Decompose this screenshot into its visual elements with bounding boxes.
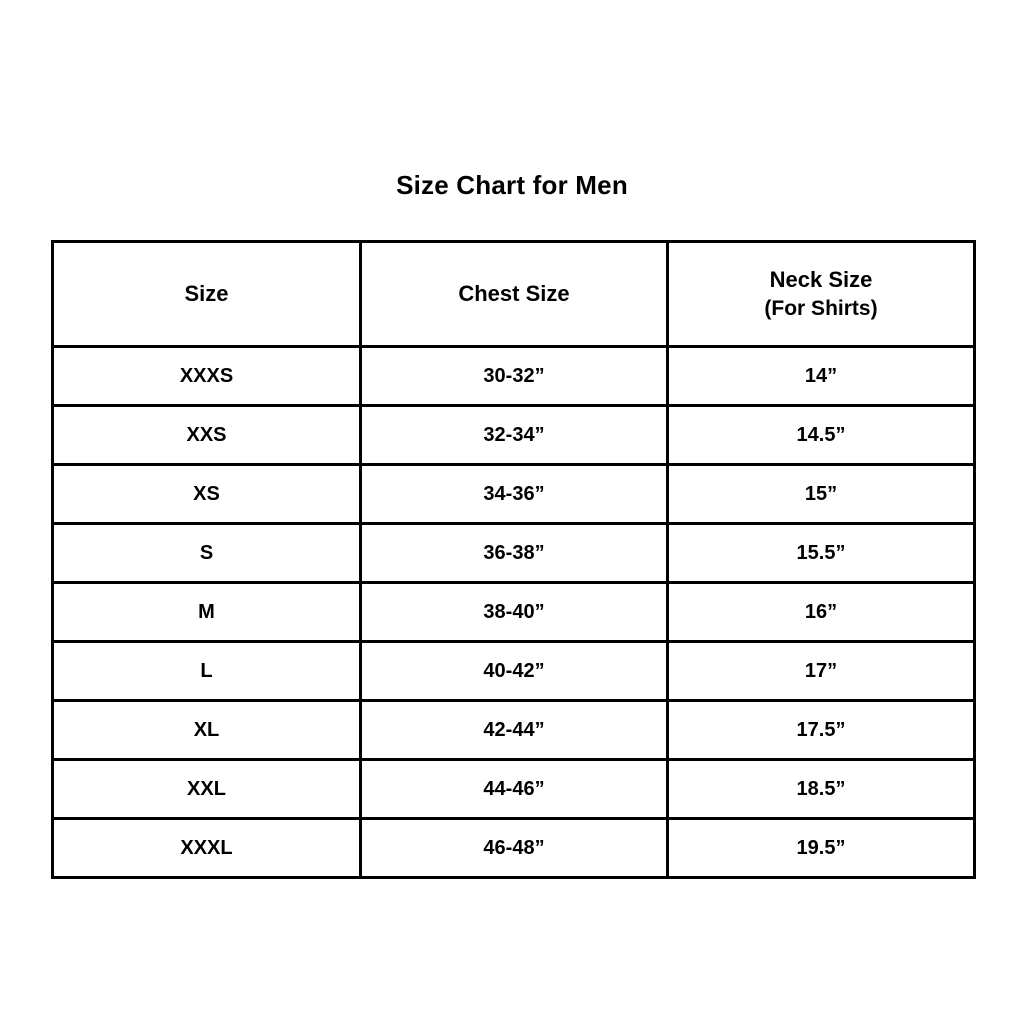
cell-neck: 18.5” bbox=[668, 760, 975, 819]
cell-size: XS bbox=[53, 465, 361, 524]
cell-neck: 14” bbox=[668, 347, 975, 406]
cell-size: XL bbox=[53, 701, 361, 760]
column-header-neck-size-sublabel: (For Shirts) bbox=[764, 296, 878, 320]
cell-chest: 46-48” bbox=[361, 819, 668, 878]
cell-neck: 17” bbox=[668, 642, 975, 701]
cell-neck: 19.5” bbox=[668, 819, 975, 878]
cell-chest: 32-34” bbox=[361, 406, 668, 465]
column-header-neck-size bbox=[668, 242, 975, 347]
cell-size: M bbox=[53, 583, 361, 642]
table-header-row bbox=[53, 242, 975, 347]
table-row bbox=[53, 819, 975, 878]
size-chart-table bbox=[51, 240, 976, 879]
cell-neck: 17.5” bbox=[668, 701, 975, 760]
table-row bbox=[53, 760, 975, 819]
table-row bbox=[53, 583, 975, 642]
table-row bbox=[53, 465, 975, 524]
cell-chest: 44-46” bbox=[361, 760, 668, 819]
table-row bbox=[53, 524, 975, 583]
cell-chest: 42-44” bbox=[361, 701, 668, 760]
cell-size: L bbox=[53, 642, 361, 701]
cell-chest: 36-38” bbox=[361, 524, 668, 583]
cell-size: XXL bbox=[53, 760, 361, 819]
table-row bbox=[53, 406, 975, 465]
size-chart-table-container bbox=[51, 240, 973, 879]
table-row bbox=[53, 642, 975, 701]
column-header-chest-size bbox=[361, 242, 668, 347]
cell-size: XXXL bbox=[53, 819, 361, 878]
column-header-neck-size-label: Neck Size bbox=[769, 267, 873, 293]
column-header-size-label: Size bbox=[184, 280, 229, 306]
table-header bbox=[53, 242, 975, 347]
cell-size: S bbox=[53, 524, 361, 583]
cell-chest: 34-36” bbox=[361, 465, 668, 524]
cell-neck: 16” bbox=[668, 583, 975, 642]
table-row bbox=[53, 701, 975, 760]
column-header-size bbox=[53, 242, 361, 347]
cell-chest: 38-40” bbox=[361, 583, 668, 642]
cell-size: XXXS bbox=[53, 347, 361, 406]
cell-chest: 40-42” bbox=[361, 642, 668, 701]
table-row bbox=[53, 347, 975, 406]
cell-neck: 15.5” bbox=[668, 524, 975, 583]
column-header-chest-size-label: Chest Size bbox=[458, 280, 570, 306]
table-body bbox=[53, 347, 975, 878]
cell-neck: 14.5” bbox=[668, 406, 975, 465]
page-title: Size Chart for Men bbox=[396, 170, 628, 200]
cell-size: XXS bbox=[53, 406, 361, 465]
cell-chest: 30-32” bbox=[361, 347, 668, 406]
cell-neck: 15” bbox=[668, 465, 975, 524]
